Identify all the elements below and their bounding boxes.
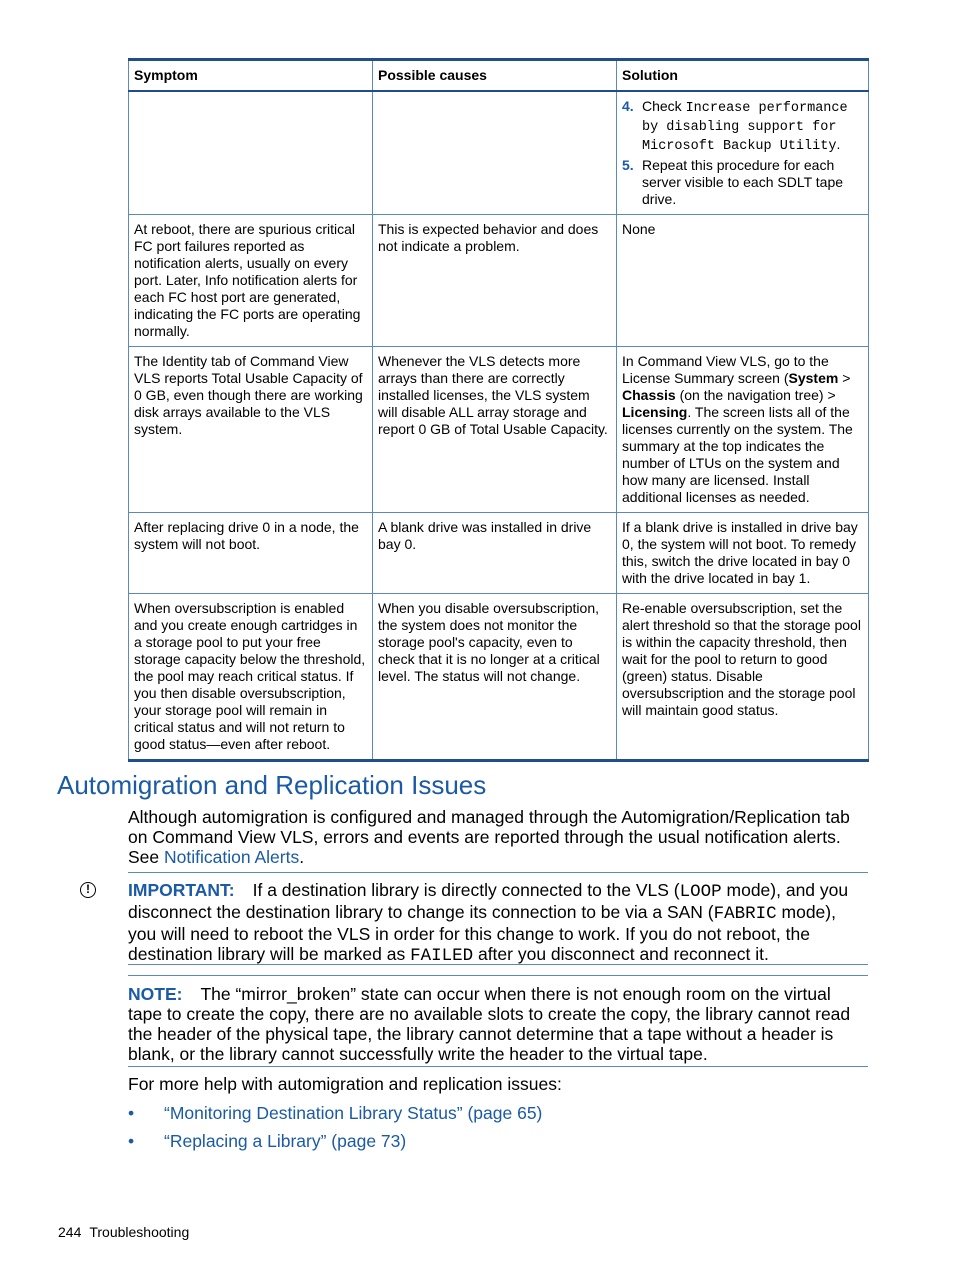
important-text: mode), and you disconnect the destination library to change its connection to be via a SAN (	[128, 880, 849, 922]
failed-code: FAILED	[410, 946, 474, 966]
solution-cell	[617, 91, 869, 215]
step-text: Repeat this procedure for each server visible to each SDLT tape drive.	[642, 157, 844, 207]
notification-alerts-link[interactable]: Notification Alerts	[164, 847, 300, 867]
intro-text: Although automigration is configured and managed through the Automigration/Replication tab on Command View VLS, errors and events are reported through the usual notification alerts. See	[128, 807, 850, 867]
menu-chassis: Chassis	[622, 387, 676, 403]
menu-system: System	[788, 370, 839, 386]
page-number: 244	[58, 1224, 82, 1240]
important-text: after you disconnect and reconnect it.	[473, 944, 769, 964]
important-label: IMPORTANT:	[128, 880, 235, 900]
step-number: 4.	[622, 98, 634, 114]
symptom-cell: At reboot, there are spurious critical FC port failures reported as notification alerts, usually on every port. Later, Info notification alerts for each FC host port are generated, indicating the FC ports are operating normally.	[129, 215, 373, 347]
header-solution: Solution	[617, 60, 869, 92]
divider	[128, 872, 868, 873]
solution-steps	[622, 98, 863, 208]
bullet-icon: •	[128, 1103, 135, 1123]
symptom-cell: When oversubscription is enabled and you create enough cartridges in a storage pool to put your free storage capacity below the threshold, the pool may reach critical status. If you then disable oversubscription, your storage pool will remain in critical status and will not return to good status—even after reboot.	[129, 594, 373, 761]
step-item	[622, 157, 863, 208]
list-item	[128, 1131, 406, 1151]
note-label: NOTE:	[128, 984, 183, 1004]
loop-code: LOOP	[679, 882, 722, 902]
table-row	[129, 91, 869, 215]
step-text: Check	[642, 98, 686, 114]
solution-text: In Command View VLS, go to the License Summary screen (	[622, 353, 829, 386]
causes-cell: This is expected behavior and does not indicate a problem.	[373, 215, 617, 347]
important-admonition	[128, 880, 868, 966]
symptom-cell: After replacing drive 0 in a node, the system will not boot.	[129, 513, 373, 594]
causes-cell: Whenever the VLS detects more arrays than there are correctly installed licenses, the VLS system will disable ALL array storage and report 0 GB of Total Usable Capacity.	[373, 347, 617, 513]
note-text: The “mirror_broken” state can occur when there is not enough room on the virtual tape to create the copy, there are no available slots to create the copy, the library cannot read the header of the physical tape, the library cannot determine that a tape without a header is blank, or the library cannot successfully write the header to the virtual tape.	[128, 984, 851, 1064]
solution-cell	[617, 347, 869, 513]
section-heading: Automigration and Replication Issues	[57, 770, 487, 800]
solution-text: . The screen lists all of the licenses currently on the system. The summary at the top indicates the number of LTUs on the system and how many are licensed. Install additional licenses as needed.	[622, 404, 853, 505]
step-suffix: .	[836, 136, 841, 152]
fabric-code: FABRIC	[713, 904, 777, 924]
causes-cell	[373, 91, 617, 215]
step-code: Increase performance by disabling support for Microsoft Backup Utility	[642, 101, 848, 154]
table-row	[129, 347, 869, 513]
solution-cell: Re-enable oversubscription, set the alert threshold so that the storage pool is within the capacity threshold, then wait for the pool to return to good (green) status. Disable oversubscription and the storage pool will maintain good status.	[617, 594, 869, 761]
important-icon: !	[80, 882, 96, 898]
list-item	[128, 1103, 542, 1123]
table-row	[129, 215, 869, 347]
solution-text: >	[838, 370, 851, 386]
header-possible-causes: Possible causes	[373, 60, 617, 92]
replacing-library-link[interactable]: “Replacing a Library” (page 73)	[164, 1131, 407, 1151]
monitoring-library-link[interactable]: “Monitoring Destination Library Status” (page 65)	[164, 1103, 543, 1123]
footer-section-title: Troubleshooting	[89, 1224, 190, 1240]
important-text: If a destination library is directly connected to the VLS (	[252, 880, 680, 900]
more-help-text: For more help with automigration and replication issues:	[128, 1074, 562, 1094]
intro-paragraph	[128, 807, 868, 867]
causes-cell: When you disable oversubscription, the system does not monitor the storage pool's capacity, even to check that it is no longer at a critical level. The status will not change.	[373, 594, 617, 761]
troubleshooting-table	[128, 58, 869, 762]
table-row	[129, 594, 869, 761]
solution-cell: If a blank drive is installed in drive bay 0, the system will not boot. To remedy this, switch the drive located in bay 0 with the drive located in bay 1.	[617, 513, 869, 594]
divider	[128, 975, 868, 976]
bullet-icon: •	[128, 1131, 135, 1151]
divider	[128, 1066, 868, 1067]
step-number: 5.	[622, 157, 634, 173]
solution-cell: None	[617, 215, 869, 347]
note-admonition	[128, 984, 868, 1064]
step-item	[622, 98, 863, 155]
causes-cell: A blank drive was installed in drive bay 0.	[373, 513, 617, 594]
header-symptom: Symptom	[129, 60, 373, 92]
solution-text: (on the navigation tree) >	[675, 387, 836, 403]
symptom-cell: The Identity tab of Command View VLS reports Total Usable Capacity of 0 GB, even though there are working disk arrays available to the VLS system.	[129, 347, 373, 513]
table-row	[129, 513, 869, 594]
intro-end: .	[299, 847, 305, 867]
table-header-row	[129, 60, 869, 92]
divider	[128, 964, 868, 965]
symptom-cell	[129, 91, 373, 215]
important-text: mode), you will need to reboot the VLS in order for this change to work. If you do not reboot, the destination library will be marked as	[128, 902, 836, 964]
page-footer	[58, 1223, 189, 1241]
menu-licensing: Licensing	[622, 404, 688, 420]
